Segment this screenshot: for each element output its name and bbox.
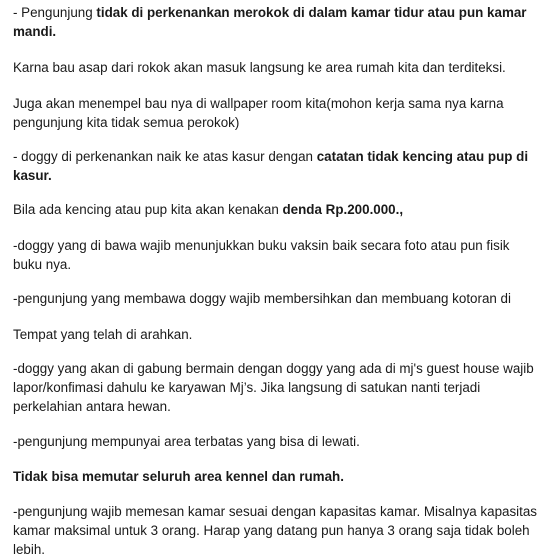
text-segment: -pengunjung wajib memesan kamar sesuai dengan kapasitas kamar. Misalnya kapasitas kamar maksimal untuk 3 orang. Harap yang datang pun hanya 3 orang saja tidak boleh lebih.: [13, 504, 538, 557]
paragraph-vaccine-book: [13, 236, 539, 274]
text-segment: -pengunjung mempunyai area terbatas yang bisa di lewati.: [13, 434, 360, 449]
paragraph-play-rule: [13, 359, 539, 416]
paragraph-designated-place: [13, 325, 539, 344]
text-segment-bold: tidak di perkenankan merokok di dalam kamar tidur atau pun kamar mandi.: [13, 5, 527, 39]
text-segment: -doggy yang di bawa wajib menunjukkan buku vaksin baik secara foto atau pun fisik buku nya.: [13, 238, 510, 272]
text-segment-bold: denda Rp.200.000.,: [282, 202, 404, 217]
text-segment: Juga akan menempel bau nya di wallpaper room kita(mohon kerja sama nya karna pengunjung kita tidak semua perokok): [13, 96, 504, 130]
text-segment: - Pengunjung: [13, 5, 97, 20]
paragraph-restricted-area: [13, 432, 539, 451]
paragraph-cleanup: [13, 289, 539, 308]
paragraph-fine: [13, 200, 539, 219]
text-segment: Karna bau asap dari rokok akan masuk langsung ke area rumah kita dan terditeksi.: [13, 60, 506, 75]
text-segment: Bila ada kencing atau pup kita akan kenakan: [13, 202, 283, 217]
paragraph-smoking-rule: [13, 3, 539, 41]
paragraph-doggy-bed-rule: [13, 147, 539, 185]
paragraph-smoke-reason: [13, 58, 539, 77]
text-segment: -doggy yang akan di gabung bermain dengan doggy yang ada di mj's guest house wajib lapor/konfimasi dahulu ke karyawan Mj’s. Jika langsung di satukan nanti terjadi perkelahian antara hewan.: [13, 361, 534, 414]
paragraph-room-capacity: [13, 502, 539, 559]
text-segment-bold: catatan tidak kencing atau pup di kasur.: [13, 149, 529, 183]
paragraph-wallpaper-smell: [13, 94, 539, 132]
text-segment: -pengunjung yang membawa doggy wajib membersihkan dan membuang kotoran di: [13, 291, 511, 306]
text-segment: - doggy di perkenankan naik ke atas kasur dengan: [13, 149, 317, 164]
text-segment-bold: Tidak bisa memutar seluruh area kennel dan rumah.: [13, 469, 344, 484]
paragraph-no-roaming: [13, 467, 539, 486]
text-segment: Tempat yang telah di arahkan.: [13, 327, 193, 342]
